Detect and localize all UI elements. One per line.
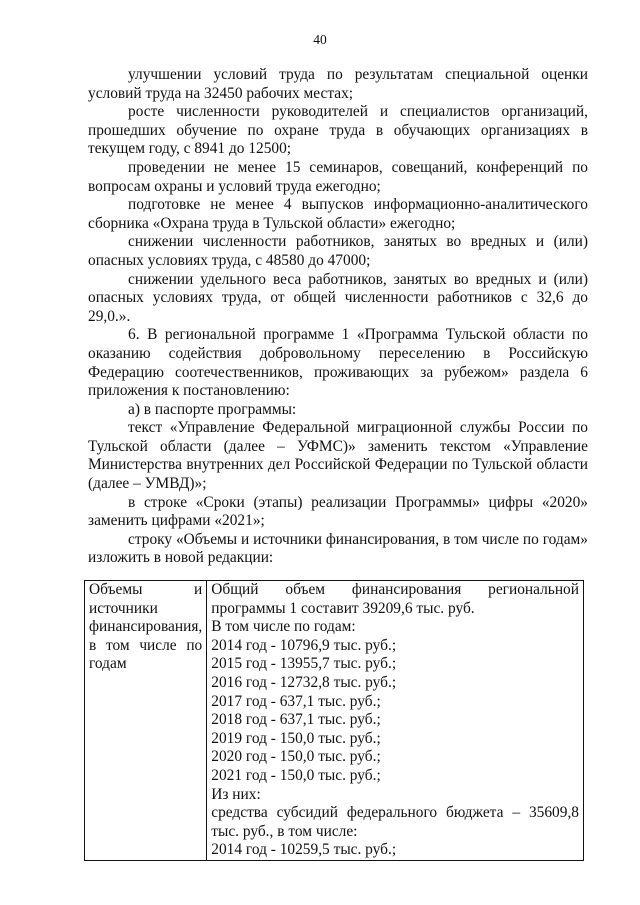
page-number: 40 xyxy=(313,32,327,47)
federal-year-2014-line: 2014 год - 10259,5 тыс. руб.; xyxy=(211,841,397,859)
of-them-heading: Из них: xyxy=(211,785,261,803)
year-2021-line: 2021 год - 150,0 тыс. руб.; xyxy=(211,766,381,784)
year-2020-line: 2020 год - 150,0 тыс. руб.; xyxy=(211,748,381,766)
document-body xyxy=(88,66,588,568)
year-2014-line: 2014 год - 10796,9 тыс. руб.; xyxy=(211,636,397,654)
by-years-heading: В том числе по годам: xyxy=(211,618,356,636)
financing-table xyxy=(84,580,584,861)
year-2015-line: 2015 год - 13955,7 тыс. руб.; xyxy=(211,655,397,673)
paragraph-harmful-workers-share: снижении удельного веса работников, занятых во вредных и (или) опасных условиях труда, от общей численности работников с 32,6 до 29,0.». xyxy=(88,270,588,325)
total-financing-line: Общий объем финансирования региональной программы 1 составит 39209,6 тыс. руб. xyxy=(211,581,579,617)
paragraph-harmful-workers-count: снижении численности работников, занятых во вредных и (или) опасных условиях труда, с 48580 до 47000; xyxy=(88,233,588,269)
year-2017-line: 2017 год - 637,1 тыс. руб.; xyxy=(211,692,381,710)
federal-subsidies-line: средства субсидий федерального бюджета – 35609,8 тыс. руб., в том числе: xyxy=(211,804,579,840)
paragraph-new-wording-intro: строку «Объемы и источники финансирования, в том числе по годам» изложить в новой редакции: xyxy=(88,530,588,567)
paragraph-text-replacement: текст «Управление Федеральной миграционной службы России по Тульской области (далее – УФМС)» заменить текстом «Управление Министерства внутренних дел Российской Федерации по Тульской области (далее – УМВД)»; xyxy=(88,419,588,493)
year-2019-line: 2019 год - 150,0 тыс. руб.; xyxy=(211,729,381,747)
financing-label-cell: Объемы и источники финансирования, в том числе по годам xyxy=(85,581,207,861)
paragraph-bulletins: подготовке не менее 4 выпусков информационно-аналитического сборника «Охрана труда в Тульской области» ежегодно; xyxy=(88,196,588,232)
paragraph-item-6: 6. В региональной программе 1 «Программа Тульской области по оказанию содействия добровольному переселению в Российскую Федерацию соотечественников, проживающих за рубежом» раздела 6 приложения к постановлению: xyxy=(88,326,588,400)
year-2016-line: 2016 год - 12732,8 тыс. руб.; xyxy=(211,673,397,691)
paragraph-deadline-replacement: в строке «Сроки (этапы) реализации Программы» цифры «2020» заменить цифрами «2021»; xyxy=(88,493,588,530)
paragraph-training-growth: росте численности руководителей и специалистов организаций, прошедших обучение по охране труда в обучающих организациях в текущем году, с 8941 до 12500; xyxy=(88,103,588,158)
paragraph-subitem-a: а) в паспорте программы: xyxy=(128,400,297,418)
year-2018-line: 2018 год - 637,1 тыс. руб.; xyxy=(211,711,381,729)
paragraph-seminars: проведении не менее 15 семинаров, совещаний, конференций по вопросам охраны и условий труда ежегодно; xyxy=(88,158,588,195)
financing-details-cell xyxy=(207,581,584,861)
table-row xyxy=(85,581,584,861)
paragraph-working-conditions: улучшении условий труда по результатам специальной оценки условий труда на 32450 рабочих местах; xyxy=(88,66,588,102)
